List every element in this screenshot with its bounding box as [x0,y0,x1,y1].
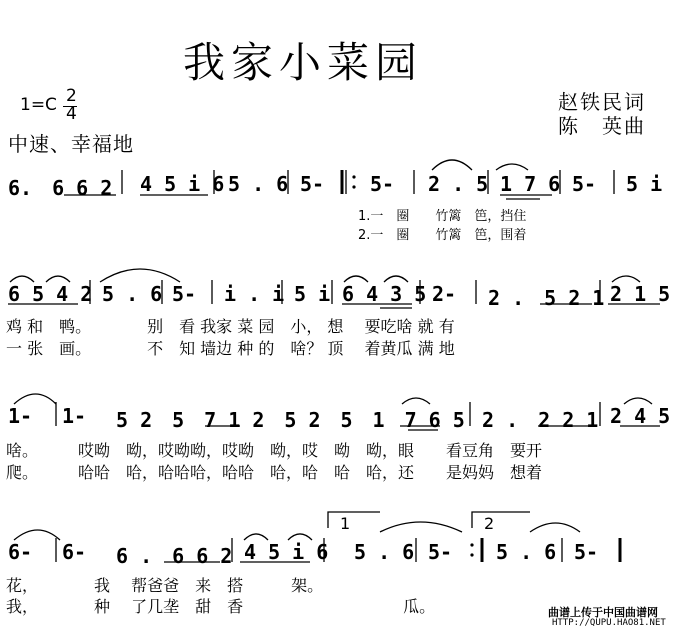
lyric-verse-1: 1.一 圈 竹篱 笆，挡住 [358,209,527,224]
lyric-verse-1: 啥。 哎呦 呦，哎呦呦，哎呦 呦，哎 呦 呦，眼 看豆角 要开 [6,441,543,460]
measure-notes: 4 5 i 6 [244,540,329,564]
measure-notes: 2 1 5 [610,282,671,306]
measure-notes: 5- [172,282,197,306]
site-watermark: 曲谱上传于中国曲谱网 [548,606,658,619]
measure-notes: 2- [432,282,457,306]
measure-notes: 2 . 5 2 1 [488,286,605,310]
measure-notes: 2 4 5 [610,404,671,428]
measure-notes: 5- [370,172,395,196]
measure-notes: 5- [572,172,597,196]
lyric-verse-2: 爬。 哈哈 哈，哈哈哈，哈哈 哈，哈 哈 哈，还 是妈妈 想着 [6,463,543,482]
lyric-verse-1: 花， 我 帮爸爸 来 搭 架。 [6,576,324,595]
measure-notes: 5 i [294,282,331,306]
measure-notes: 5 . 6 [354,540,415,564]
measure-notes: 2 . 5 [428,172,489,196]
time-signature-top: 2 [66,86,77,106]
measure-notes: 1- [8,404,33,428]
volta-2-label: 2 [484,514,495,533]
lyric-verse-1: 鸡 和 鸭。 别 看 我家 菜 园 小， 想 要吃啥 就 有 [6,317,455,336]
measure-notes: 5- [574,540,599,564]
measure-notes: 6. 6 6 2 [8,176,113,200]
measure-notes: 5 . 6 [102,282,163,306]
lyricist-credit: 赵铁民词 [558,90,646,114]
measure-notes: i . i [224,282,285,306]
measure-notes: 6- [62,540,87,564]
measure-notes: 2 . 2 2 1 [482,408,599,432]
measure-notes: 6 4 3 5 [342,282,427,306]
measure-notes: 5- [428,540,453,564]
measure-notes: 5 i [626,172,663,196]
page-title: 我家小菜园 [183,38,424,87]
lyric-verse-2: 2.一 圈 竹篱 笆，围着 [358,228,527,243]
lyric-verse-2: 一 张 画。 不 知 墙边 种 的 啥？ 顶 着黄瓜 满 地 [6,339,455,358]
measure-notes: 6 . 6 6 2 [116,544,233,568]
measure-notes: 5 . 6 [496,540,557,564]
site-url: HTTP://QUPU.HAO81.NET [552,618,666,628]
measure-notes: 5 . 6 [228,172,289,196]
measure-notes: 5 2 5 7 1 2 5 2 5 1 7 6 5 [116,408,465,432]
tempo-marking: 中速、幸福地 [8,132,134,156]
key-signature: 1=C [20,95,57,115]
lyric-verse-2: 我， 种 了几垄 甜 香 瓜。 [6,597,436,616]
volta-1-label: 1 [340,514,351,533]
measure-notes: 1- [62,404,87,428]
measure-notes: 6- [8,540,33,564]
measure-notes: 1 7 6 [500,172,561,196]
composer-credit: 陈 英曲 [558,114,646,138]
measure-notes: 5- [300,172,325,196]
time-signature-bottom: 4 [66,104,77,124]
measure-notes: 6 5 4 2 [8,282,93,306]
measure-notes: 4 5 i 6 [140,172,225,196]
